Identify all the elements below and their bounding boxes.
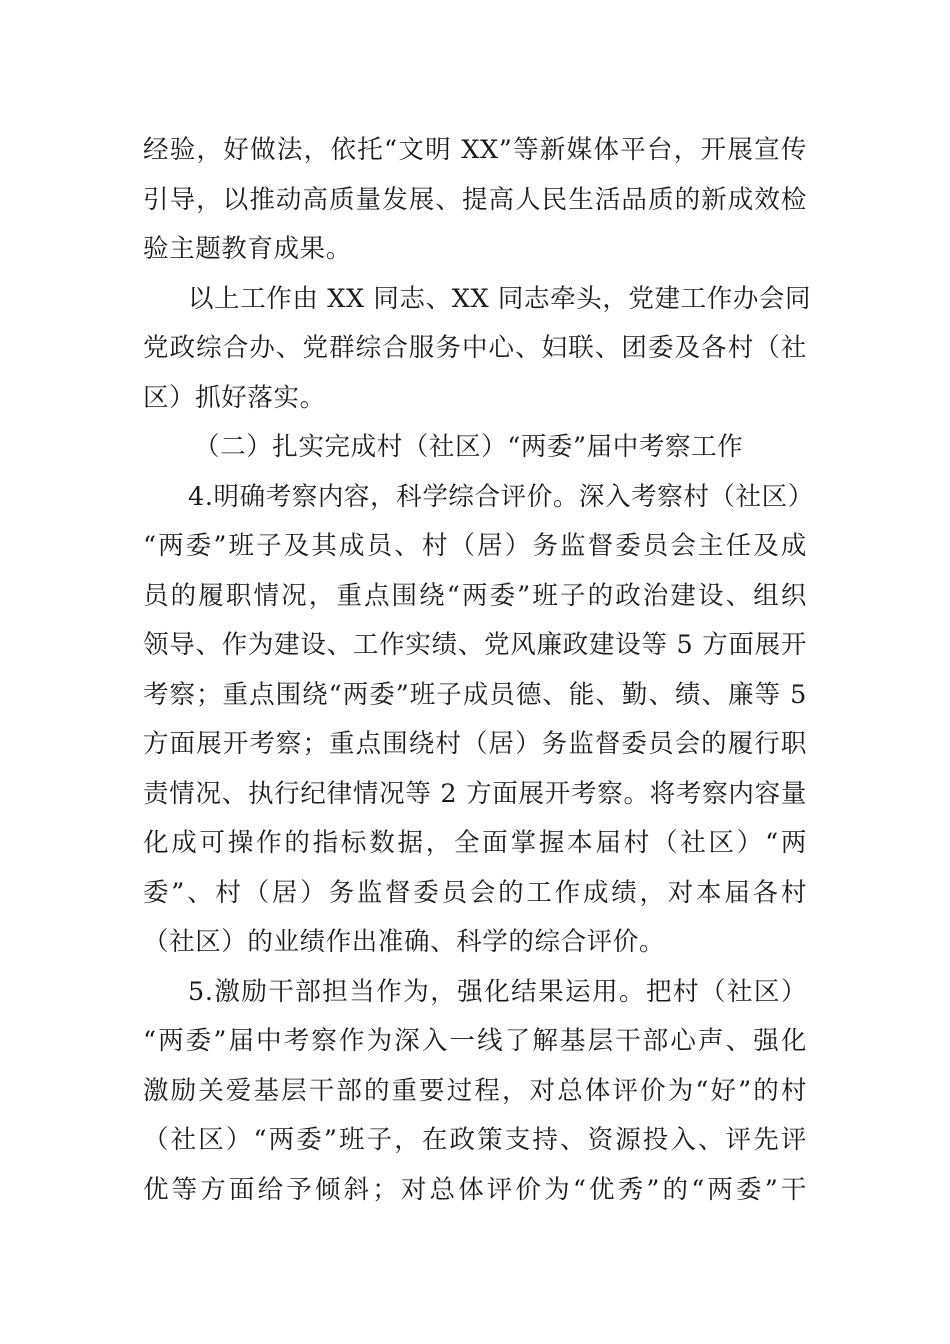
text-line: 5.激励干部担当作为，强化结果运用。把村（社区） [188, 976, 807, 1007]
text-line: 党政综合办、党群综合服务中心、妇联、团委及各村（社 [143, 333, 807, 363]
paragraph-item-4 [143, 473, 814, 968]
text-line: 考察；重点围绕“两委”班子成员德、能、勤、绩、廉等 5 [143, 679, 807, 710]
paragraph-item-5 [143, 968, 807, 1216]
paragraph-responsibility [143, 275, 812, 424]
section-heading [143, 423, 807, 473]
text-line: （社区）“两委”班子，在政策支持、资源投入、评先评 [143, 1125, 807, 1155]
text-line: 区）抓好落实。 [143, 382, 326, 413]
text-line: 员的履职情况，重点围绕“两委”班子的政治建设、组织 [143, 580, 807, 611]
paragraph-continuation [143, 126, 807, 275]
text-line: “两委”班子及其成员、村（居）务监督委员会主任及成 [143, 531, 807, 561]
text-line: 4.明确考察内容，科学综合评价。深入考察村（社区） [188, 481, 814, 512]
text-line: 领导、作为建设、工作实绩、党风廉政建设等 5 方面展开 [143, 630, 807, 660]
text-line: “两委”届中考察作为深入一线了解基层干部心声、强化 [143, 1026, 807, 1056]
text-line: 责情况、执行纪律情况等 2 方面展开考察。将考察内容量 [143, 778, 807, 809]
text-line: （社区）的业绩作出准确、科学的综合评价。 [143, 927, 666, 957]
text-line: 以上工作由 XX 同志、XX 同志牵头，党建工作办会同 [188, 283, 812, 314]
text-line: 委”、村（居）务监督委员会的工作成绩，对本届各村 [143, 877, 807, 908]
text-line: 验主题教育成果。 [143, 234, 352, 264]
text-line: 激励关爱基层干部的重要过程，对总体评价为“好”的村 [143, 1075, 807, 1106]
text-line: 方面展开考察；重点围绕村（居）务监督委员会的履行职 [143, 729, 807, 759]
text-line: 经验，好做法，依托“文明 XX”等新媒体平台，开展宣传 [143, 135, 807, 165]
text-line: 优等方面给予倾斜；对总体评价为“优秀”的“两委”干 [143, 1174, 807, 1205]
document-body [143, 126, 814, 1215]
text-line: 引导，以推动高质量发展、提高人民生活品质的新成效检 [143, 184, 807, 215]
heading-text: （二）扎实完成村（社区）“两委”届中考察工作 [194, 432, 744, 462]
text-line: 化成可操作的指标数据，全面掌握本届村（社区）“两 [143, 828, 807, 858]
